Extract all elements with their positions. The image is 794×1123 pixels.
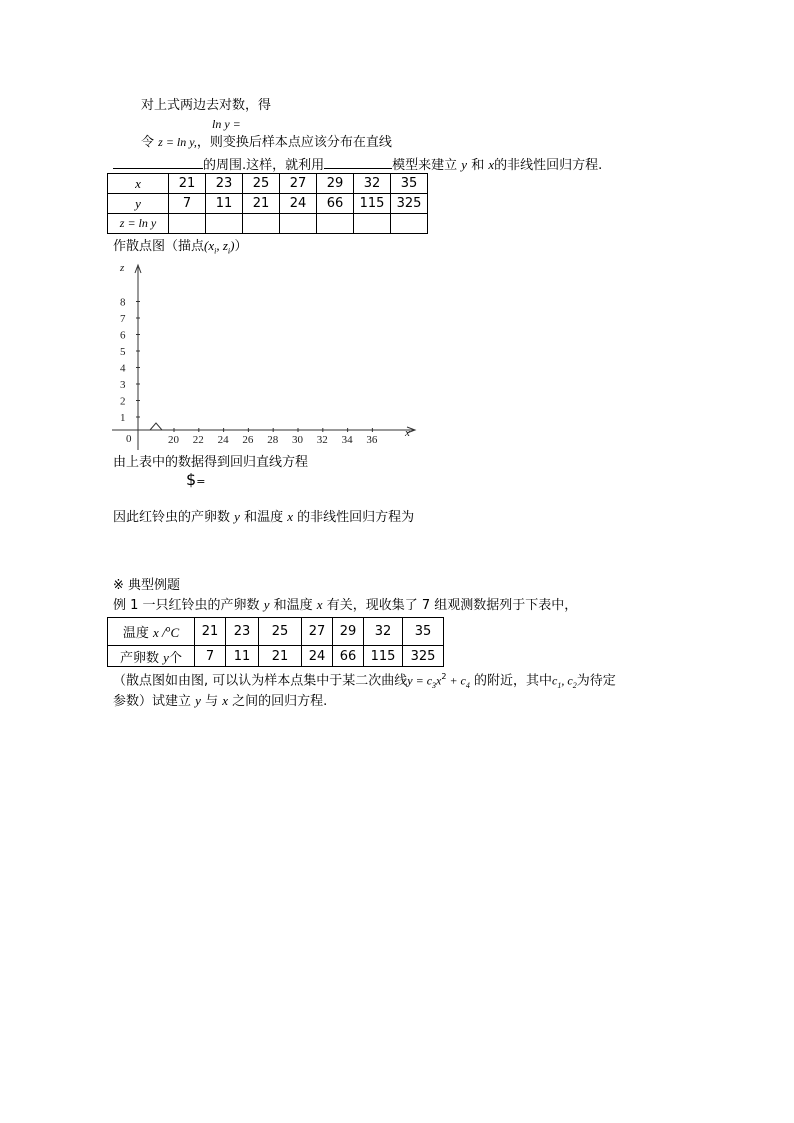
example-note-line: （散点图如由图, 可以认为样本点集中于某二次曲线$y = c_3x^2 + c_4$ 的附近，其中$c_1$, $c_2$为待定 <box>113 672 616 690</box>
y-tick-label: 7 <box>120 313 126 325</box>
fill-blank-line[interactable] <box>113 156 203 169</box>
intro-line-3: 令 z = ln y,，则变换后样本点应该分布在直线 <box>141 135 392 150</box>
table-cell: 25 <box>259 618 302 646</box>
x-tick-label: 32 <box>316 434 328 446</box>
y-axis-label: z <box>120 262 125 274</box>
y-tick-label: 2 <box>120 395 126 408</box>
scatter-caption: 作散点图（描点($x_i$, $z_i$)） <box>113 238 248 256</box>
regression-line-1: 由上表中的数据得到回归直线方程 <box>113 455 309 470</box>
empty-cell[interactable] <box>169 214 206 234</box>
table-row-temp <box>108 618 444 646</box>
empty-cell[interactable] <box>317 214 354 234</box>
empty-cell[interactable] <box>243 214 280 234</box>
regression-line-3: 因此红铃虫的产卵数 y 和温度 x 的非线性回归方程为 <box>113 509 415 525</box>
table-cell: 35 <box>403 618 444 646</box>
origin-label: 0 <box>126 433 132 445</box>
table-row-x <box>108 174 428 194</box>
table-cell: 11 <box>206 194 243 214</box>
data-table-1 <box>107 173 428 234</box>
x-axis-label: x <box>405 427 410 439</box>
empty-cell[interactable] <box>280 214 317 234</box>
intro-line-4: 的周围.这样，就利用 模型来建立 y 和 x的非线性回归方程. <box>113 156 602 174</box>
empty-cell[interactable] <box>354 214 391 234</box>
table-cell: 32 <box>364 618 403 646</box>
x-tick-label: 24 <box>217 434 229 446</box>
table-cell: 21 <box>243 194 280 214</box>
y-tick-label: 6 <box>120 329 126 342</box>
table-cell: 23 <box>206 174 243 194</box>
table-row-y <box>108 194 428 214</box>
axis-break-mark <box>150 423 162 430</box>
row-label-x: x <box>108 174 169 194</box>
intro-line-1: 对上式两边去对数，得 <box>141 98 272 113</box>
fill-blank-model[interactable] <box>324 156 392 169</box>
empty-cell[interactable] <box>206 214 243 234</box>
y-tick-label: 8 <box>120 296 126 309</box>
table-cell: 7 <box>195 646 226 667</box>
row-label-y: y <box>108 194 169 214</box>
table-cell: 325 <box>403 646 444 667</box>
table-cell: 27 <box>280 174 317 194</box>
y-tick-label: 3 <box>120 379 126 391</box>
table-cell: 21 <box>169 174 206 194</box>
table-cell: 35 <box>391 174 428 194</box>
table-cell: 29 <box>333 618 364 646</box>
y-tick-label: 1 <box>120 412 126 424</box>
y-tick-label: 4 <box>120 362 126 375</box>
table-cell: 24 <box>280 194 317 214</box>
scatter-plot <box>110 255 430 455</box>
x-tick-label: 26 <box>242 434 254 446</box>
table-cell: 66 <box>317 194 354 214</box>
x-tick-label: 20 <box>168 434 179 446</box>
table-cell: 7 <box>169 194 206 214</box>
x-tick-label: 36 <box>366 434 378 446</box>
table-cell: 21 <box>195 618 226 646</box>
example-heading: ※ 典型例题 <box>113 578 181 593</box>
empty-cell[interactable] <box>391 214 428 234</box>
row-label-eggs: 产卵数 y个 <box>108 646 195 667</box>
table-cell: 66 <box>333 646 364 667</box>
table-cell: 25 <box>243 174 280 194</box>
x-tick-label: 22 <box>192 434 204 446</box>
y-tick-label: 5 <box>120 346 126 358</box>
table-cell: 115 <box>354 194 391 214</box>
ln-y-equation: ln y = <box>212 117 241 131</box>
row-label-temp: 温度 x /$^o$C <box>108 618 195 646</box>
table-cell: 23 <box>226 618 259 646</box>
x-tick-label: 30 <box>292 434 303 446</box>
table-cell: 325 <box>391 194 428 214</box>
table-cell: 21 <box>259 646 302 667</box>
table-cell: 115 <box>364 646 403 667</box>
table-row-z <box>108 214 428 234</box>
table-cell: 27 <box>302 618 333 646</box>
table-row-eggs <box>108 646 444 667</box>
table-cell: 11 <box>226 646 259 667</box>
x-tick-label: 34 <box>341 434 353 446</box>
table-cell: 24 <box>302 646 333 667</box>
regression-hat-equation: $= <box>186 470 206 489</box>
row-label-z: z = ln y <box>108 214 169 234</box>
example-last-line: 参数）试建立 y 与 x 之间的回归方程. <box>113 693 328 709</box>
example-data-table <box>107 617 444 667</box>
example-line-1: 例 1 一只红铃虫的产卵数 y 和温度 x 有关，现收集了 7 组观测数据列于下表中， <box>113 597 578 613</box>
table-cell: 32 <box>354 174 391 194</box>
table-cell: 29 <box>317 174 354 194</box>
x-tick-label: 28 <box>267 434 279 446</box>
